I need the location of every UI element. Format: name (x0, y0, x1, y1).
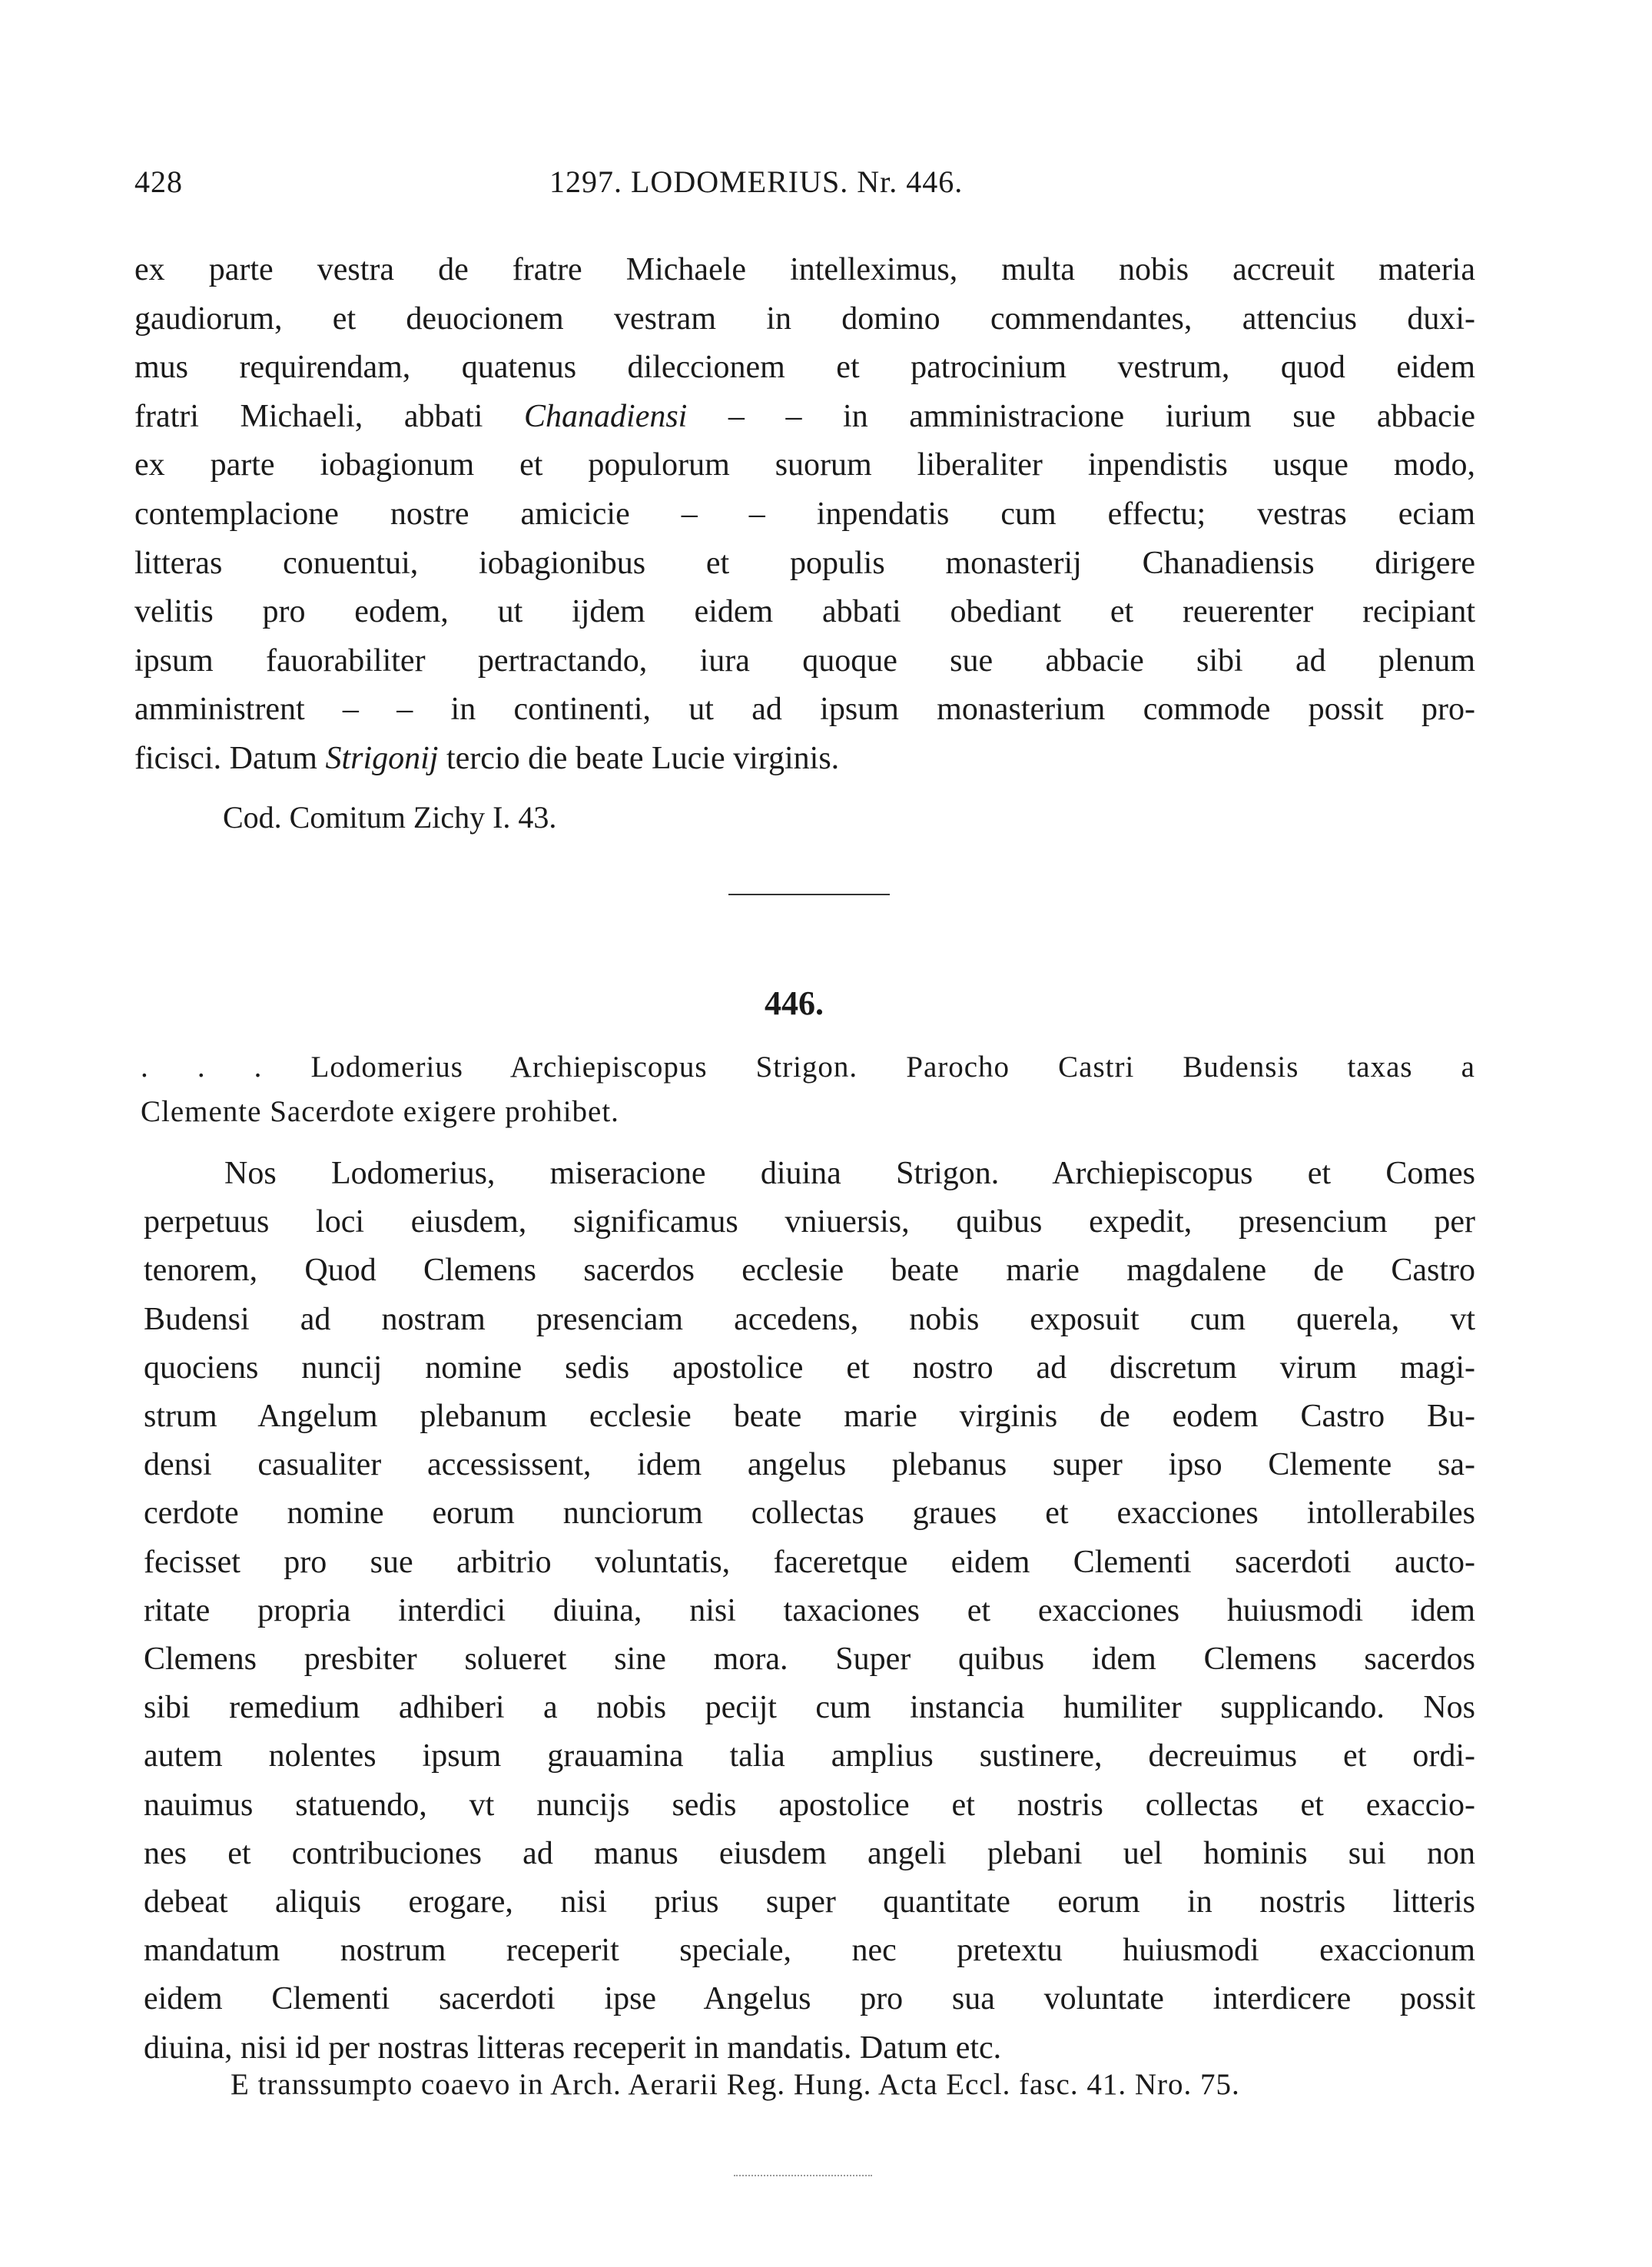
text-line: ex parte iobagionum et populorum suorum liberaliter inpendistis usque modo, (134, 447, 1475, 483)
document-regest (141, 1045, 1475, 1134)
text-line: ipsum fauorabiliter pertractando, iura quoque sue abbacie sibi ad plenum (134, 642, 1475, 679)
text-line: perpetuus loci eiusdem, significamus vniuersis, quibus expedit, presencium per (144, 1204, 1475, 1240)
text-line: sibi remedium adhiberi a nobis pecijt cum instancia humiliter supplicando. Nos (144, 1690, 1475, 1726)
regest-line: Clemente Sacerdote exigere prohibet. (141, 1095, 619, 1128)
text-line: mus requirendam, quatenus dileccionem et patrocinium vestrum, quod eidem (134, 350, 1475, 386)
text-line: debeat aliquis erogare, nisi prius super quantitate eorum in nostris litteris (144, 1884, 1475, 1920)
text-line: cerdote nomine eorum nunciorum collectas graues et exacciones intollerabiles (144, 1495, 1475, 1532)
document-source-note: E transsumpto coaevo in Arch. Aerarii Reg. Hung. Acta Eccl. fasc. 41. Nro. 75. (231, 2068, 1240, 2101)
text-line: strum Angelum plebanum ecclesie beate marie virginis de eodem Castro Bu- (144, 1399, 1475, 1435)
running-head-title: 1297. LODOMERIUS. Nr. 446. (549, 164, 964, 199)
end-ornament (734, 2175, 872, 2176)
text-line: tenorem, Quod Clemens sacerdos ecclesie beate marie magdalene de Castro (144, 1253, 1475, 1289)
document-text (144, 1150, 1475, 2073)
text-line: velitis pro eodem, ut ijdem eidem abbati obediant et reuerenter recipiant (134, 594, 1475, 630)
text-line: nauimus statuendo, vt nuncijs sedis apostolice et nostris collectas et exaccio- (144, 1787, 1475, 1823)
section-divider (728, 894, 890, 895)
text-line-with-place-name (134, 735, 1475, 784)
text-line: fecisset pro sue arbitrio voluntatis, faceretque eidem Clementi sacerdoti aucto- (144, 1544, 1475, 1580)
text-line: quociens nuncij nomine sedis apostolice et nostro ad discretum virum magi- (144, 1349, 1475, 1386)
text-fragment: fratri Michaeli, abbati (134, 398, 483, 434)
omission-dashes: – – (728, 398, 802, 434)
text-line: ritate propria interdici diuina, nisi taxaciones et exacciones huiusmodi idem (144, 1592, 1475, 1628)
text-line: autem nolentes ipsum grauamina talia amplius sustinere, decreuimus et ordi- (144, 1738, 1475, 1774)
text-line-with-place-name (134, 393, 1475, 442)
place-name: Chanadiensi (524, 398, 688, 434)
text-line: mandatum nostrum receperit speciale, nec pretextu huiusmodi exaccionum (144, 1933, 1475, 1969)
text-line: diuina, nisi id per nostras litteras receperit in mandatis. Datum etc. (144, 2030, 1002, 2066)
text-line: Nos Lodomerius, miseracione diuina Strigon. Archiepiscopus et Comes (224, 1156, 1475, 1191)
text-line: amministrent – – in continenti, ut ad ipsum monasterium commode possit pro- (134, 692, 1475, 728)
regest-line: . . . Lodomerius Archiepiscopus Strigon. Parocho Castri Budensis taxas a (141, 1051, 1475, 1084)
text-line: litteras conuentui, iobagionibus et populis monasterij Chanadiensis dirigere (134, 545, 1475, 581)
text-line: ex parte vestra de fratre Michaele intelleximus, multa nobis accreuit materia (134, 252, 1475, 287)
text-fragment: tercio die beate Lucie virginis. (446, 740, 840, 776)
previous-document-source: Cod. Comitum Zichy I. 43. (223, 800, 557, 835)
text-line: gaudiorum, et deuocionem vestram in domino commendantes, attencius duxi- (134, 300, 1475, 337)
text-line: eidem Clementi sacerdoti ipse Angelus pro sua voluntate interdicere possit (144, 1981, 1475, 2017)
place-name: Strigonij (325, 740, 439, 776)
text-fragment: in amministracione iurium sue abbacie (843, 398, 1476, 434)
text-line: contemplacione nostre amicicie – – inpendatis cum effectu; vestras eciam (134, 496, 1475, 532)
text-fragment: ficisci. Datum (134, 740, 317, 776)
running-head (134, 164, 1475, 202)
text-line: nes et contribuciones ad manus eiusdem angeli plebani uel hominis sui non (144, 1835, 1475, 1871)
text-line: Clemens presbiter solueret sine mora. Super quibus idem Clemens sacerdos (144, 1641, 1475, 1678)
text-line: Budensi ad nostram presenciam accedens, nobis exposuit cum querela, vt (144, 1301, 1475, 1337)
document-number: 446. (765, 984, 824, 1022)
page-number: 428 (134, 164, 183, 199)
previous-document-text (134, 246, 1475, 784)
text-line: densi casualiter accessissent, idem angelus plebanus super ipso Clemente sa- (144, 1447, 1475, 1483)
